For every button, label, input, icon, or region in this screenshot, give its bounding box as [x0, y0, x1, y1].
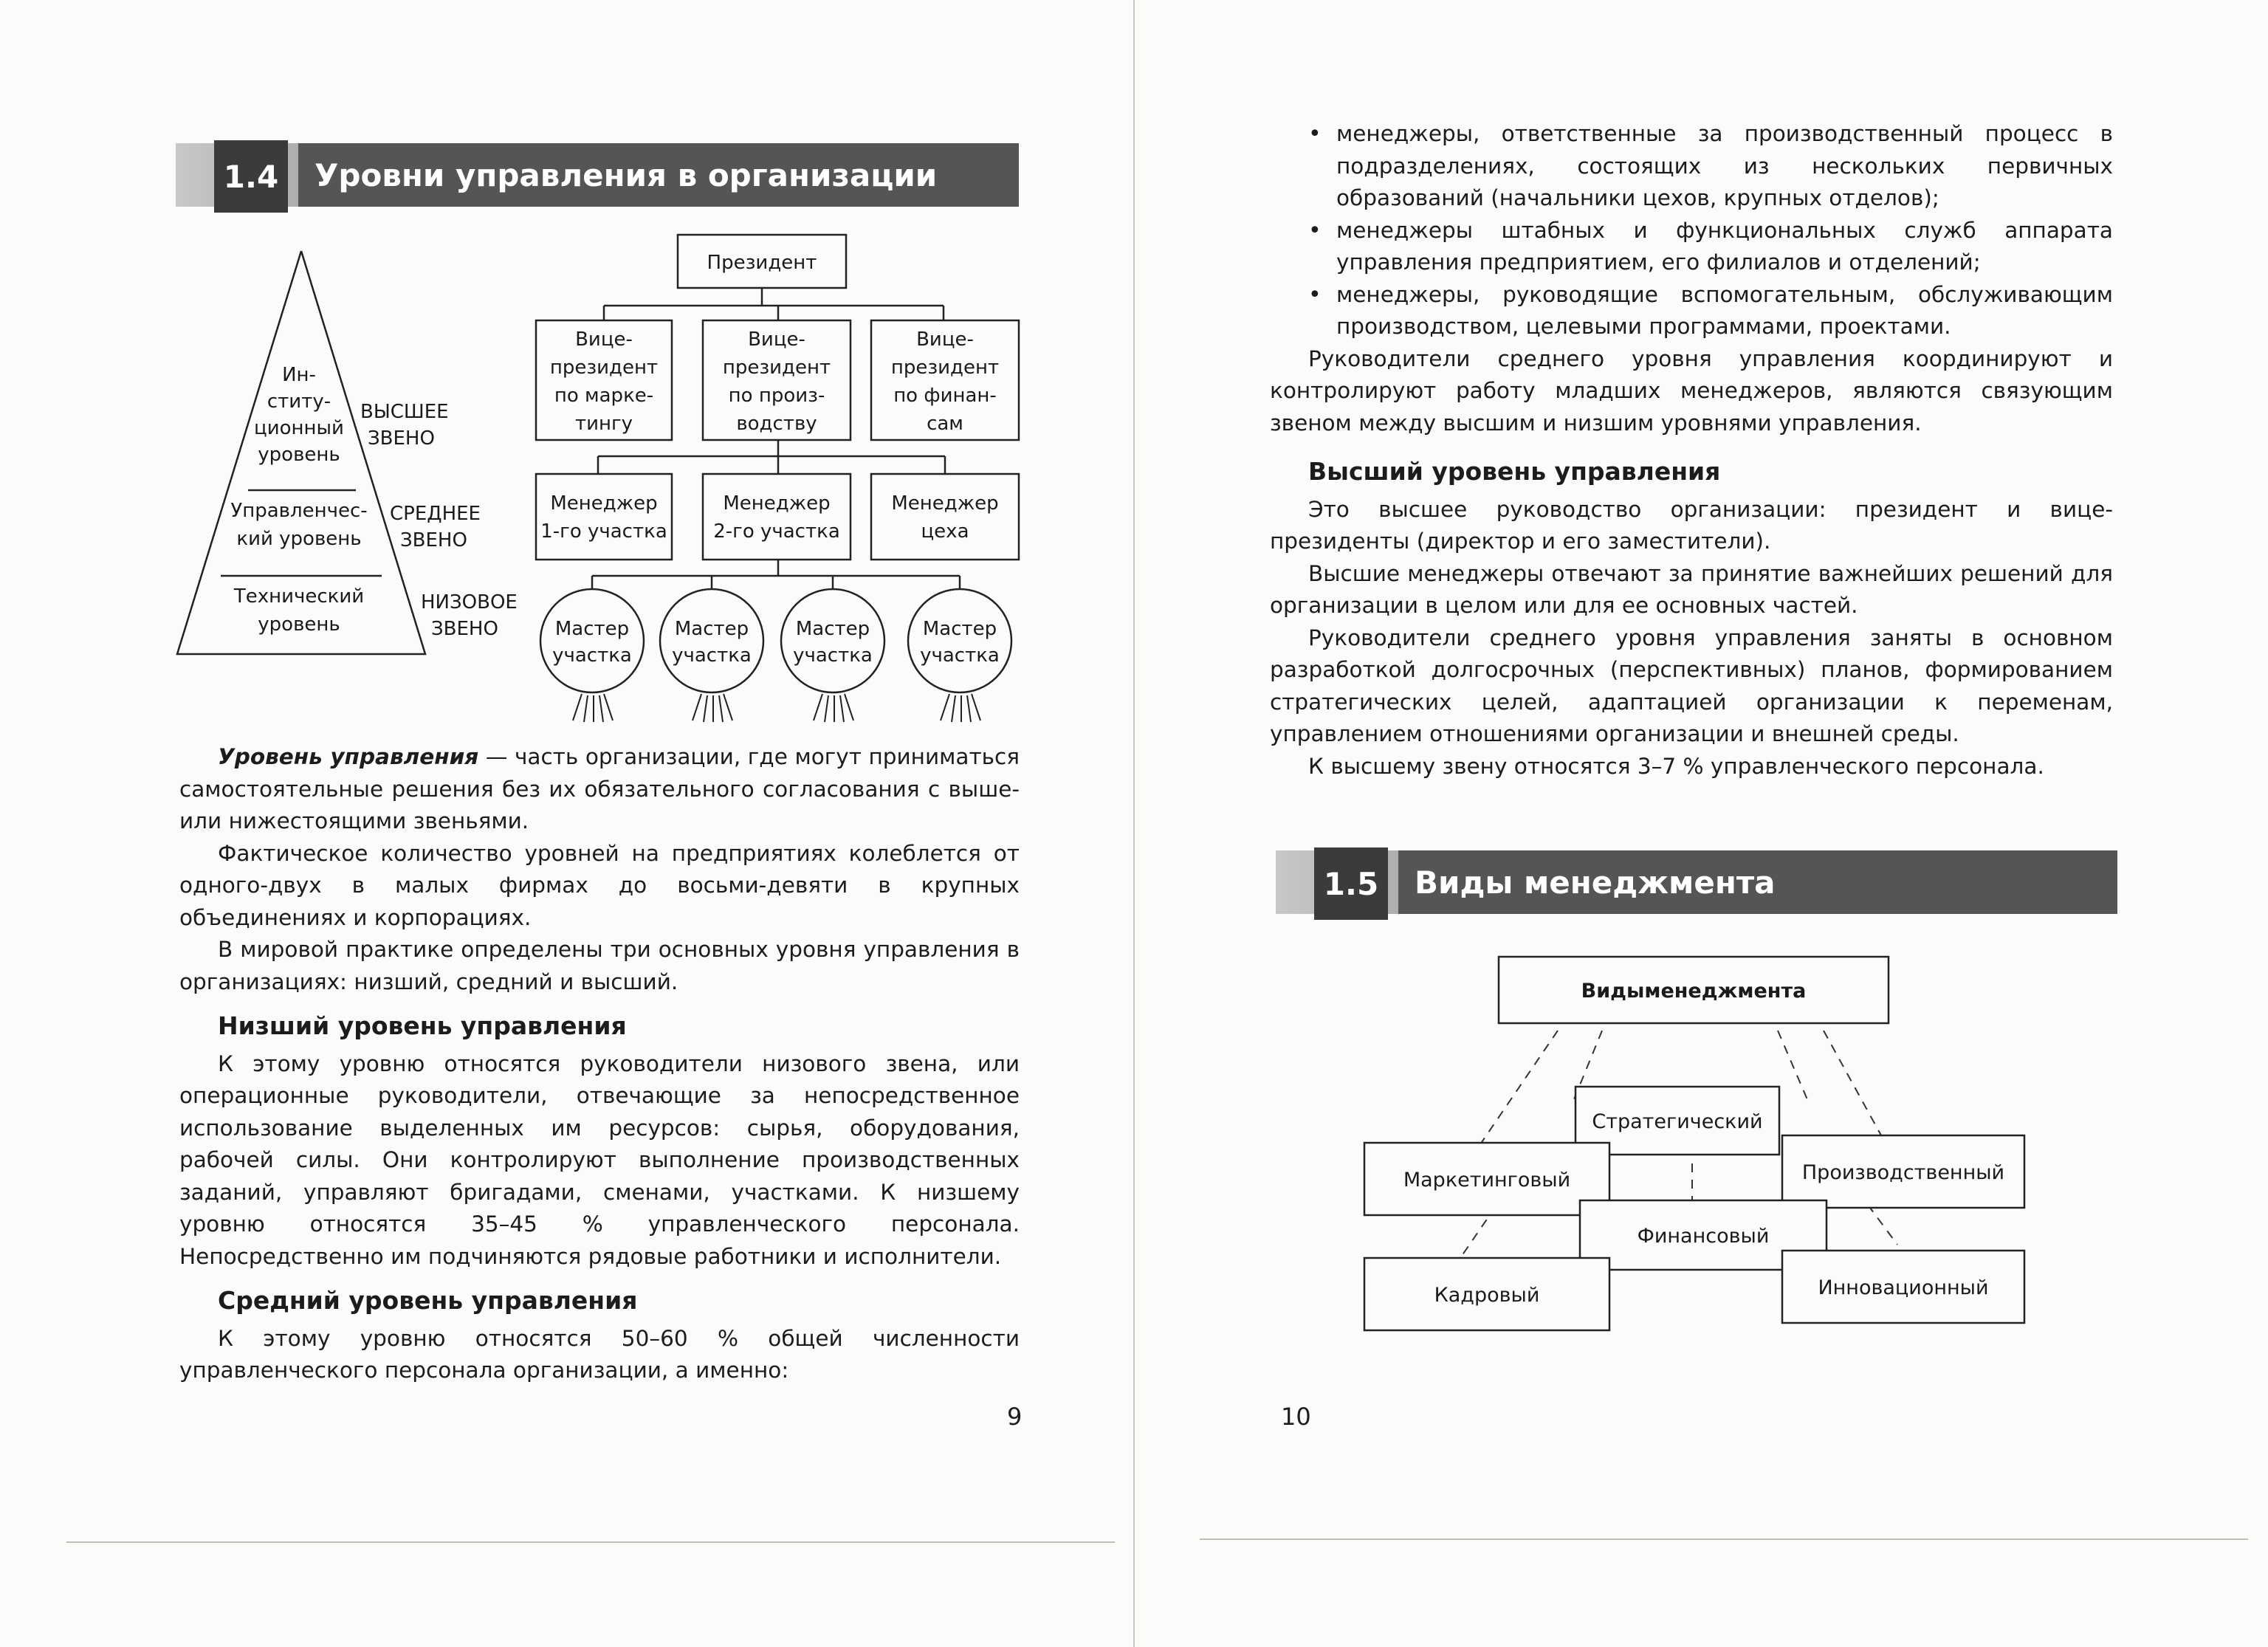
management-pyramid [170, 244, 524, 672]
tier-label-mid: ЗВЕНО [400, 529, 467, 551]
master-circle: Мастер [554, 618, 630, 640]
body-paragraph: Фактическое количество уровней на предприятиях колеблется от одного-двух в малых фирмах до восьми-девяти в крупных объединениях и корпорациях. [179, 840, 1020, 930]
tier-label-low: ЗВЕНО [431, 618, 498, 640]
vp-finance: по финан- [893, 385, 997, 407]
list-item: • менеджеры, руководящие вспомогательным, обслуживающим производством, целевыми программами, проектами. [1270, 279, 2113, 343]
pyramid-top-line: ститу- [267, 391, 331, 413]
section-header-1-5 [1276, 850, 2117, 914]
pyramid-top-line: Ин- [282, 364, 316, 386]
section-number: 1.5 [1314, 847, 1388, 920]
manager-box: Менеджер [550, 492, 658, 515]
section-number: 1.4 [214, 140, 288, 213]
personnel-box: Кадровый [1434, 1284, 1540, 1307]
page-number-right: 10 [1281, 1403, 1311, 1431]
definition-paragraph [179, 741, 1020, 838]
vp-marketing: Вице- [575, 329, 633, 351]
book-spine [1133, 0, 1135, 1647]
heading-low-level: Низший уровень управления [218, 1011, 627, 1040]
manager-types-list [1270, 118, 2113, 343]
page-bottom-rule [1200, 1538, 2248, 1540]
master-circle: Мастер [922, 618, 997, 640]
vp-production: президент [722, 357, 831, 379]
tier-label-high: ЗВЕНО [368, 427, 435, 450]
manager-box: Менеджер [891, 492, 999, 515]
page-bottom-rule [66, 1541, 1115, 1543]
body-paragraph: К высшему звену относятся 3–7 % управленческого персонала. [1308, 753, 2044, 779]
financial-box: Финансовый [1637, 1225, 1770, 1248]
manager-box: цеха [921, 520, 969, 543]
list-item: • менеджеры, ответственные за производственный процесс в подразделениях, состоящих из нескольких первичных образований (начальники цехов, крупных отделов); [1270, 118, 2113, 215]
manager-box: 2-го участка [713, 520, 840, 543]
pyramid-bottom-line: уровень [258, 613, 340, 636]
section-title: Виды менеджмента [1398, 850, 2117, 914]
section-header-1-4 [176, 143, 1019, 207]
management-types-diagram [1351, 945, 2045, 1344]
org-structure-chart [517, 221, 1048, 738]
tier-label-high: ВЫСШЕЕ [360, 401, 449, 423]
pyramid-middle-line: кий уровень [236, 528, 362, 550]
left-body-text [179, 741, 1020, 1387]
section-title: Уровни управления в организации [298, 143, 1019, 207]
pyramid-middle-line: Управленчес- [230, 500, 368, 522]
definition-text: — часть организации, где могут приниматься самостоятельные решения без их обязательного согласования с выше- или нижестоящими звеньями. [179, 744, 1020, 833]
page-number-left: 9 [1007, 1403, 1023, 1431]
production-box: Производственный [1801, 1161, 2005, 1184]
master-circle: участка [793, 644, 873, 667]
list-item: • менеджеры штабных и функциональных служб аппарата управления предприятием, его филиалов и отделений; [1270, 215, 2113, 279]
vp-production: водству [736, 413, 817, 435]
vp-finance: сам [927, 413, 963, 435]
body-paragraph: Руководители среднего уровня управления координируют и контролируют работу младших менеджеров, являются связующим звеном между высшим и низшим уровнями управления. [1270, 345, 2113, 436]
body-paragraph: К этому уровню относятся руководители низового звена, или операционные руководители, отвечающие за непосредственное использование выделенных им ресурсов: сырья, оборудования, рабочей силы. Они контролируют выполнение производственных заданий, управляют бригадами, сменами, участками. К низшему уровню относятся 35–45 % управленческого персонала. Непосредственно им подчиняются рядовые работники и исполнители. [179, 1051, 1020, 1269]
vp-marketing: тингу [574, 413, 633, 435]
vp-marketing: по марке- [554, 385, 654, 407]
body-paragraph: К этому уровню относятся 50–60 % общей численности управленческого персонала организации, а именно: [179, 1325, 1020, 1383]
body-paragraph: Это высшее руководство организации: президент и вице-президенты (директор и его заместители). [1270, 496, 2113, 554]
president-box: Президент [707, 252, 817, 274]
innovation-box: Инновационный [1818, 1276, 1989, 1299]
body-paragraph: Высшие менеджеры отвечают за принятие важнейших решений для организации в целом или для ее основных частей. [1270, 560, 2113, 618]
heading-high-level: Высший уровень управления [1308, 457, 1721, 486]
tier-label-low: НИЗОВОЕ [421, 591, 518, 613]
strategic-box: Стратегический [1592, 1110, 1763, 1133]
manager-box: Менеджер [723, 492, 831, 515]
pyramid-top-line: ционный [254, 417, 344, 439]
vp-marketing: президент [549, 357, 659, 379]
marketing-box: Маркетинговый [1403, 1169, 1571, 1192]
master-circle: Мастер [795, 618, 870, 640]
tier-label-mid: СРЕДНЕЕ [390, 503, 481, 525]
body-paragraph: В мировой практике определены три основных уровня управления в организациях: низший, средний и высший. [179, 937, 1020, 994]
master-circle: участка [672, 644, 752, 667]
master-circle: участка [920, 644, 1000, 667]
pyramid-top-line: уровень [258, 444, 340, 466]
vp-production: по произ- [728, 385, 825, 407]
body-paragraph: Руководители среднего уровня управления заняты в основном разработкой долгосрочных (перспективных) планов, формированием стратегических целей, адаптацией организации к переменам, управлением отношениями организации и внешней среды. [1270, 625, 2113, 746]
heading-mid-level: Средний уровень управления [218, 1286, 638, 1315]
manager-box: 1-го участка [540, 520, 667, 543]
vp-finance: президент [890, 357, 1000, 379]
master-circle: участка [552, 644, 632, 667]
types-root-box: Видыменеджмента [1581, 980, 1807, 1003]
vp-production: Вице- [748, 329, 805, 351]
pyramid-bottom-line: Технический [233, 585, 365, 608]
master-circle: Мастер [674, 618, 749, 640]
vp-finance: Вице- [916, 329, 974, 351]
right-body-text-top [1270, 118, 2113, 783]
term-management-level: Уровень управления [218, 744, 479, 769]
